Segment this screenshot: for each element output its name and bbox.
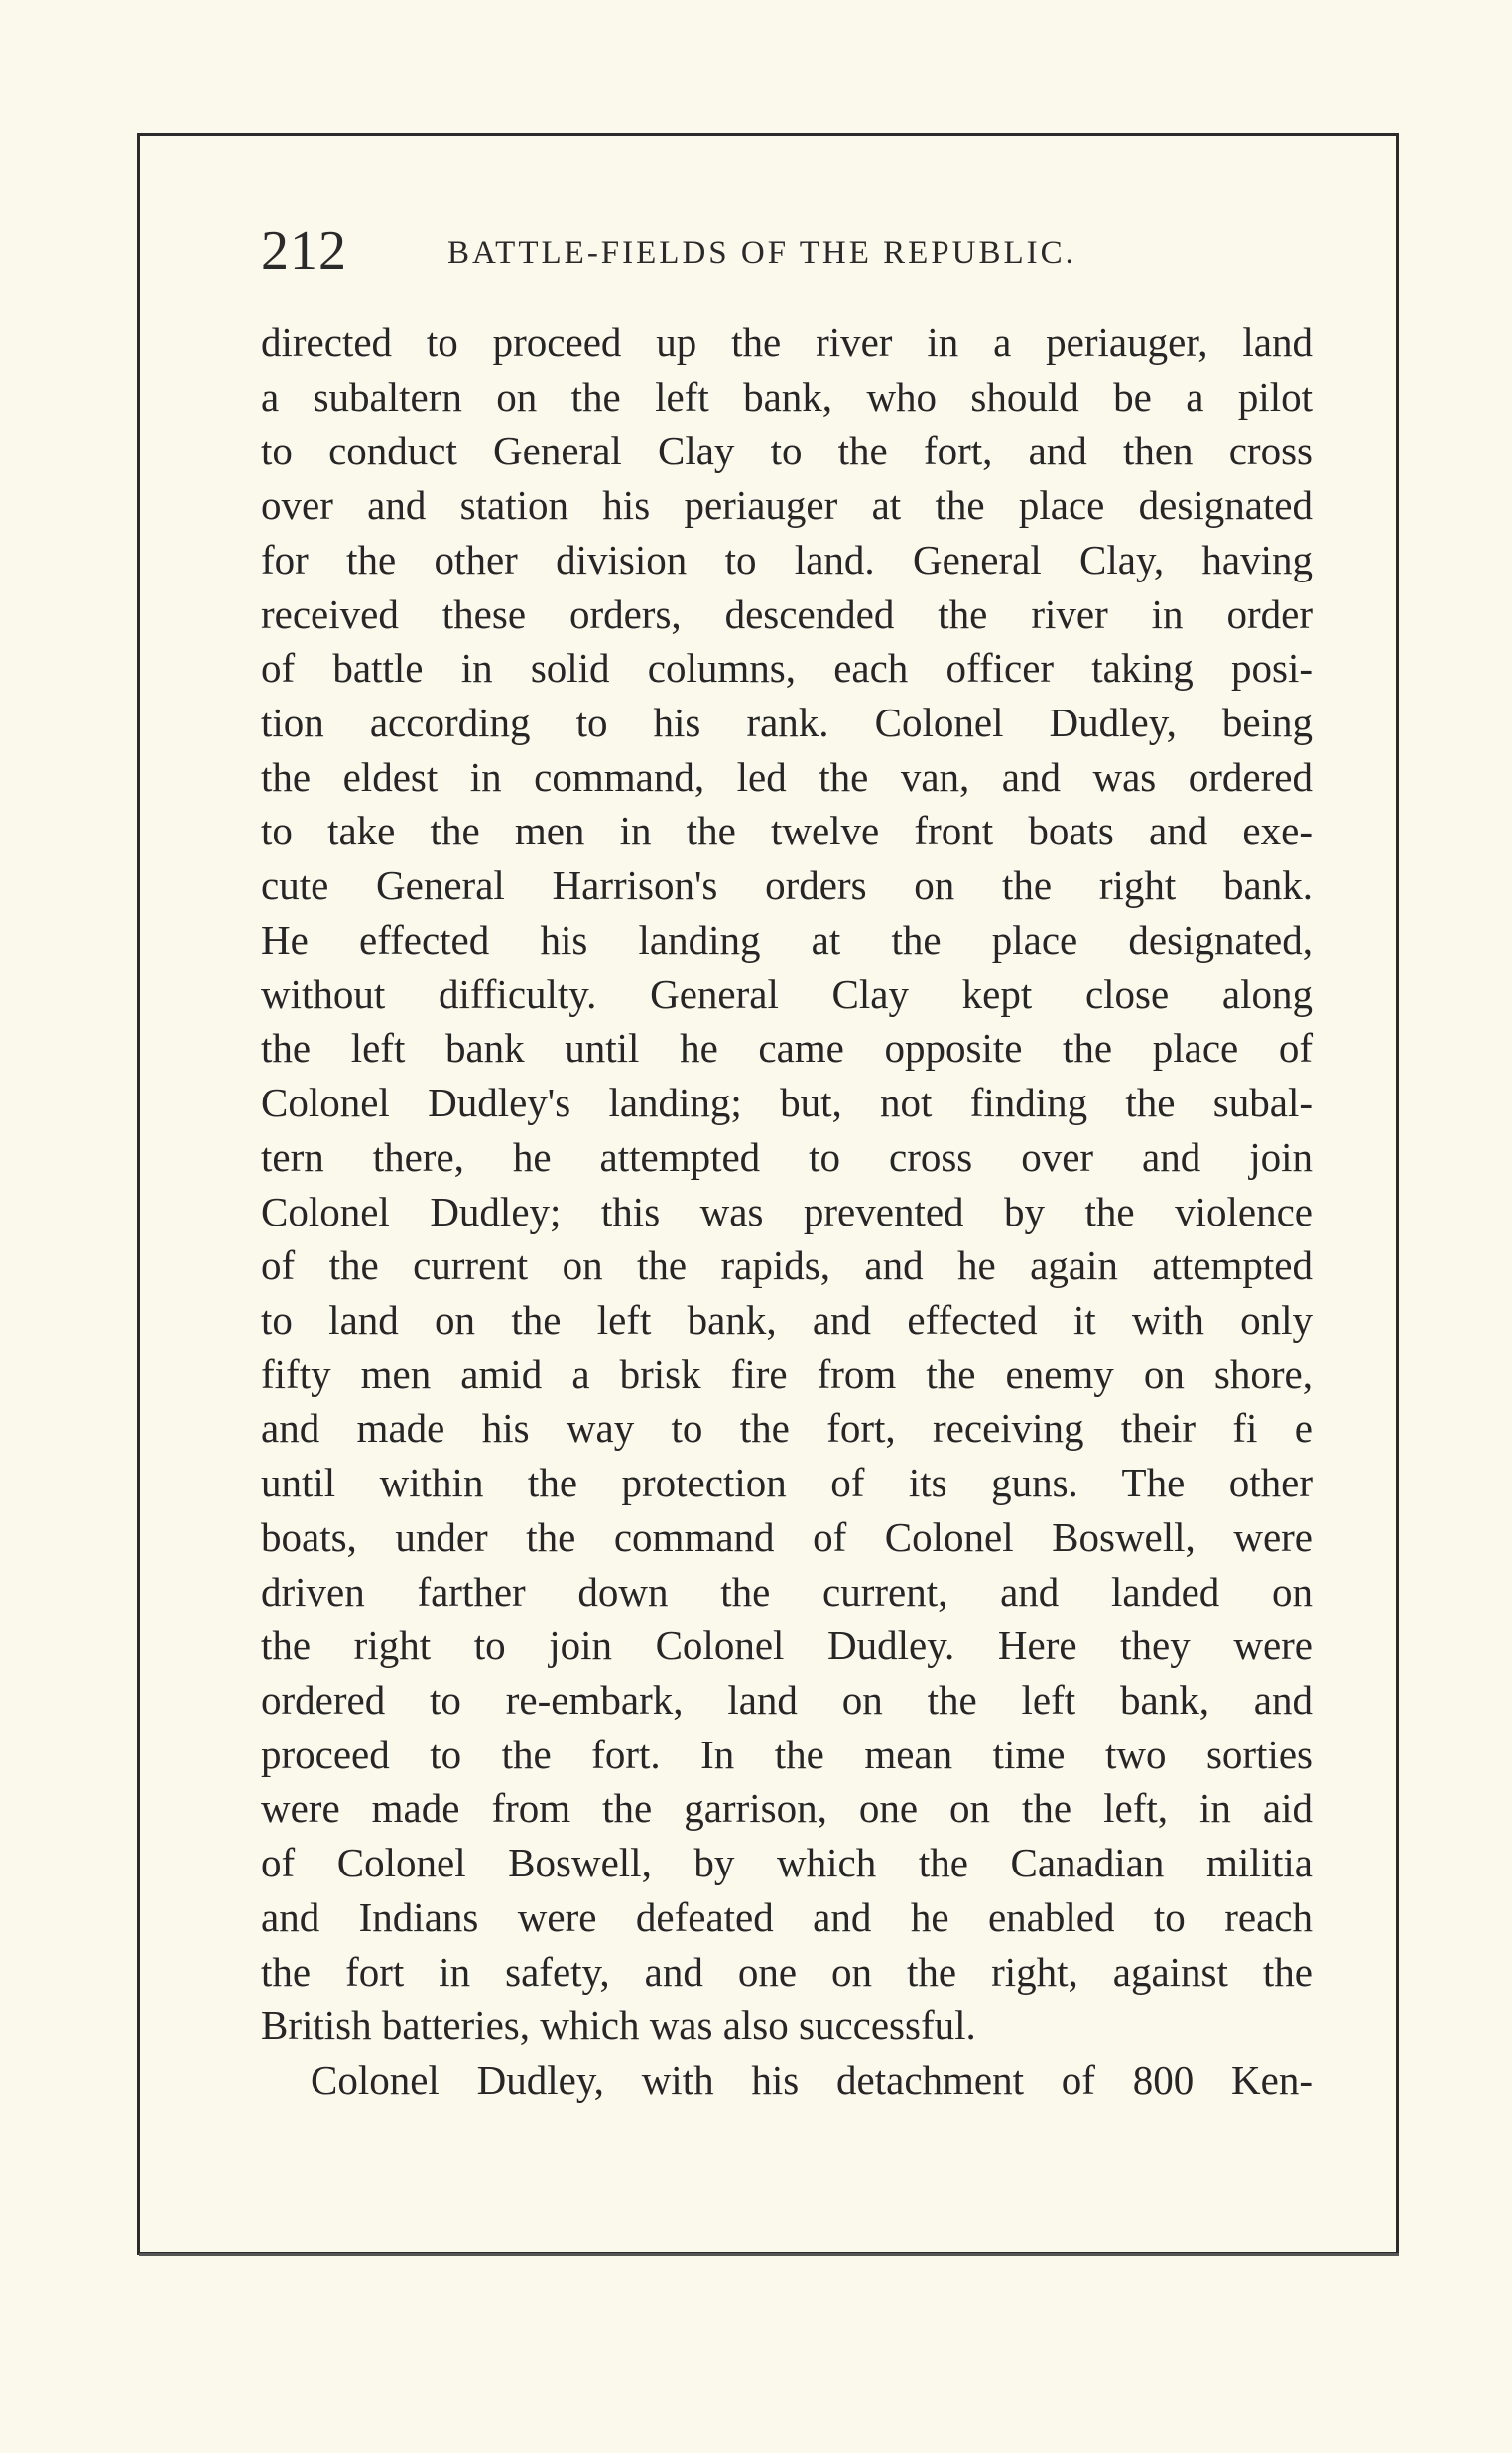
text-line: of the current on the rapids, and he again attempted <box>261 1242 1313 1289</box>
text-line: fifty men amid a brisk fire from the enemy on shore, <box>261 1351 1313 1397</box>
text-line: and made his way to the fort, receiving their fi e <box>261 1405 1313 1452</box>
body-text <box>261 316 1313 2108</box>
running-title: BATTLE-FIELDS OF THE REPUBLIC. <box>447 235 1076 271</box>
text-line: a subaltern on the left bank, who should be a pilot <box>261 373 1313 420</box>
page-number: 212 <box>261 220 347 282</box>
text-line: tion according to his rank. Colonel Dudley, being <box>261 700 1313 746</box>
text-line: until within the protection of its guns. The other <box>261 1460 1313 1506</box>
text-line: directed to proceed up the river in a periauger, land <box>261 320 1313 365</box>
text-line: for the other division to land. General Clay, having <box>261 536 1313 582</box>
text-line: to take the men in the twelve front boats and exe- <box>261 808 1313 854</box>
text-line: ordered to re-embark, land on the left bank, and <box>261 1676 1313 1723</box>
text-line: without difficulty. General Clay kept close along <box>261 970 1313 1017</box>
text-line: proceed to the fort. In the mean time two sorties <box>261 1731 1313 1777</box>
text-line: and Indians were defeated and he enabled to reach <box>261 1893 1313 1940</box>
text-line: the eldest in command, led the van, and was ordered <box>261 753 1313 800</box>
running-head <box>261 216 1313 286</box>
paragraph-start-line: Colonel Dudley, with his detachment of 800 Ken- <box>311 2057 1313 2103</box>
text-line: of battle in solid columns, each officer taking posi- <box>261 645 1313 692</box>
paragraph-end-line: British batteries, which was also successful. <box>261 2002 976 2049</box>
text-line: He effected his landing at the place designated, <box>261 916 1313 963</box>
text-line: Colonel Dudley's landing; but, not finding the subal- <box>261 1080 1313 1126</box>
text-line: received these orders, descended the river in order <box>261 590 1313 637</box>
text-line: boats, under the command of Colonel Boswell, were <box>261 1513 1313 1560</box>
text-line: Colonel Dudley; this was prevented by the violence <box>261 1188 1313 1234</box>
text-line: were made from the garrison, one on the left, in aid <box>261 1785 1313 1832</box>
frame-bottom-rule <box>139 2253 1399 2256</box>
text-line: cute General Harrison's orders on the right bank. <box>261 862 1313 909</box>
text-line: the left bank until he came opposite the place of <box>261 1025 1313 1072</box>
text-line: the right to join Colonel Dudley. Here they were <box>261 1622 1313 1669</box>
text-line: the fort in safety, and one on the right, against the <box>261 1948 1313 1995</box>
text-line: driven farther down the current, and landed on <box>261 1568 1313 1614</box>
text-line: to land on the left bank, and effected it with only <box>261 1296 1313 1343</box>
text-line: over and station his periauger at the place designated <box>261 482 1313 529</box>
text-line: of Colonel Boswell, by which the Canadian militia <box>261 1840 1313 1886</box>
text-line: to conduct General Clay to the fort, and then cross <box>261 428 1313 474</box>
text-line: tern there, he attempted to cross over and join <box>261 1133 1313 1180</box>
